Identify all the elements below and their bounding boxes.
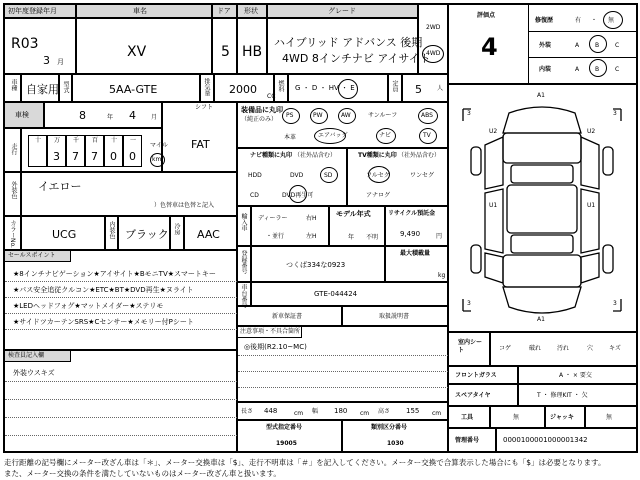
type-no-value: 19005 bbox=[276, 440, 297, 447]
manual-label: 取扱説明書 bbox=[379, 313, 410, 320]
mark-bl: 3 bbox=[467, 300, 471, 307]
mileage-digit-cell bbox=[85, 135, 104, 167]
car-type: 自家用 bbox=[26, 83, 59, 96]
mileage-digit: 0 bbox=[129, 150, 136, 163]
tv-fullseg: フルセグ bbox=[366, 172, 390, 179]
length-label: 長さ bbox=[241, 408, 254, 415]
color-no-label-cell bbox=[4, 216, 21, 250]
height-unit: cm bbox=[432, 410, 442, 417]
first-reg-label: 初年度登録年月 bbox=[8, 7, 57, 15]
exterior-cell bbox=[21, 172, 237, 216]
registration-label: 登録番号 bbox=[240, 250, 247, 274]
exterior-label-cell bbox=[4, 172, 21, 216]
drive-4wd: 4WD bbox=[426, 50, 441, 57]
chassis-value: GTE-044424 bbox=[314, 290, 358, 298]
mark-u1-left: U1 bbox=[489, 202, 498, 209]
door-cell bbox=[212, 18, 237, 74]
grade-label-cell bbox=[267, 4, 418, 18]
capacity-value: 5 bbox=[415, 83, 422, 96]
inspector-label-cell bbox=[5, 351, 71, 362]
jack-label: ジャッキ bbox=[550, 414, 574, 421]
management-label-cell bbox=[448, 428, 496, 452]
height-label: 高さ bbox=[378, 408, 391, 415]
repair-no: 無 bbox=[608, 17, 615, 24]
model-value: 5AA-GTE bbox=[109, 83, 158, 96]
mileage-label-cell bbox=[4, 128, 21, 172]
int-grade-c: C bbox=[615, 66, 620, 73]
ac-label-cell bbox=[170, 216, 184, 250]
equip-airbag: エアバッグ bbox=[318, 132, 348, 139]
manual-cell bbox=[342, 306, 448, 326]
displacement-label-cell bbox=[200, 74, 214, 102]
equip-aw: AW bbox=[341, 112, 351, 119]
fuel-cell bbox=[288, 74, 388, 102]
class-no-label: 類別区分番号 bbox=[371, 424, 408, 431]
interior-seat-cell bbox=[490, 332, 637, 366]
front-glass-label-cell bbox=[448, 366, 518, 384]
inspector-box bbox=[4, 350, 237, 452]
inspection-month-unit: 月 bbox=[151, 114, 158, 121]
equip-tv: TV bbox=[423, 132, 431, 139]
repair-dot: ・ bbox=[591, 17, 598, 24]
mark-a1-bottom: A1 bbox=[537, 316, 545, 323]
seat-yabure: 破れ bbox=[529, 345, 542, 352]
equip-abs: ABS bbox=[421, 112, 433, 119]
registration-label-cell bbox=[237, 246, 251, 282]
mileage-unit-label: 万 bbox=[54, 137, 61, 144]
interior-seat-label: 室内シート bbox=[458, 339, 483, 355]
registration-value: つくば334な0923 bbox=[286, 261, 346, 269]
inspection-year: 8 bbox=[79, 109, 86, 122]
front-glass-cell bbox=[518, 366, 637, 384]
spare-tire-label: スペアタイヤ bbox=[455, 392, 491, 399]
height-value: 155 bbox=[406, 407, 420, 415]
notes-text: ◎後期(R2.10~MC) bbox=[244, 343, 307, 351]
fuel-label: 燃料 bbox=[277, 80, 284, 92]
sales-line-2: ★パス安全追従クルコン★ETC★BT★DVD再生★ヌライト bbox=[13, 286, 194, 294]
notes-label-cell bbox=[238, 327, 302, 338]
equip-pw: PW bbox=[313, 112, 323, 119]
ext-grade-c: C bbox=[615, 42, 620, 49]
equipment-sub: （純正のみ） bbox=[241, 116, 278, 123]
ac-cell bbox=[184, 216, 237, 250]
rating-label: 評価点 bbox=[477, 12, 496, 19]
rating-score-cell bbox=[449, 5, 529, 85]
interior-seat-label-cell bbox=[448, 332, 490, 366]
type-no-cell bbox=[237, 420, 342, 452]
equip-ps: PS bbox=[286, 112, 294, 119]
import-parallel: ・並行 bbox=[266, 233, 285, 240]
notes-label: 注意事項・不具合箇所 bbox=[240, 328, 301, 335]
km-label: km bbox=[152, 156, 162, 163]
interior-color-label-cell bbox=[105, 216, 118, 250]
car-type-label-cell bbox=[4, 74, 21, 102]
mileage-digit: 7 bbox=[91, 150, 98, 163]
shift-value: FAT bbox=[191, 138, 210, 151]
management-value: 0000100001000001342 bbox=[503, 436, 588, 444]
sales-point-label-cell bbox=[5, 251, 71, 262]
length-unit: cm bbox=[294, 410, 304, 417]
warranty-label: 新車保証書 bbox=[272, 313, 303, 320]
capacity-label-cell bbox=[388, 74, 402, 102]
chassis-cell bbox=[251, 282, 448, 306]
cc-unit: CC bbox=[267, 93, 276, 100]
size-row bbox=[237, 402, 448, 420]
mileage-digit-cell bbox=[28, 135, 47, 167]
inspection-year-unit: 年 bbox=[107, 114, 114, 121]
ext-grade-a: A bbox=[575, 42, 580, 49]
mileage-digit: 3 bbox=[53, 150, 60, 163]
car-type-cell bbox=[21, 74, 59, 102]
recycle-label: リサイクル預託金 bbox=[388, 210, 436, 217]
displacement-cell bbox=[214, 74, 274, 102]
footer-line-1: 走行距離の記号欄にメーター改ざん車は「＊」、メーター交換車は「$」、走行不明車は「＃」を記入してください。メーター交換で合算表示した場合にも「$」は必要となります。 bbox=[4, 458, 606, 467]
model-year-value: 不明 bbox=[366, 234, 379, 241]
import-cell bbox=[251, 206, 329, 246]
width-unit: cm bbox=[360, 410, 370, 417]
chassis-label-cell bbox=[237, 282, 251, 306]
int-grade-b: B bbox=[595, 66, 600, 73]
inspector-label: 検査員記入欄 bbox=[8, 352, 45, 359]
first-reg-label-cell bbox=[4, 4, 76, 18]
equipment-box bbox=[237, 102, 448, 148]
class-no-value: 1030 bbox=[387, 440, 404, 447]
ac-value: AAC bbox=[197, 228, 220, 241]
mileage-digit-cell bbox=[123, 135, 142, 167]
shape-value: HB bbox=[242, 44, 263, 60]
import-right: 右H bbox=[306, 215, 317, 222]
mark-u2-left: U2 bbox=[489, 128, 498, 135]
grade-cell bbox=[267, 18, 431, 74]
recycle-unit: 円 bbox=[436, 233, 443, 240]
tools-label: 工具 bbox=[461, 414, 474, 421]
import-label-cell bbox=[237, 206, 251, 246]
car-name-label-cell bbox=[76, 4, 212, 18]
mileage-digit-cell bbox=[66, 135, 85, 167]
first-reg-cell bbox=[4, 18, 76, 74]
sales-point-box bbox=[4, 250, 237, 350]
model-label: 型式 bbox=[62, 81, 69, 93]
seat-yogore: 汚れ bbox=[557, 345, 570, 352]
mileage-unit-label: 千 bbox=[73, 137, 80, 144]
navi-dvd: DVD bbox=[290, 172, 304, 179]
front-glass-label: フロントガラス bbox=[455, 372, 497, 379]
mileage-unit-label: 一 bbox=[130, 137, 137, 144]
rating-box bbox=[448, 4, 637, 84]
tv-box bbox=[347, 148, 448, 206]
import-dealer: ディーラー bbox=[258, 215, 288, 222]
spare-tire-value: T ・ 修理KIT ・ 欠 bbox=[537, 392, 588, 399]
rating-value: 4 bbox=[481, 33, 498, 61]
mileage-cell bbox=[21, 128, 168, 172]
color-no: UCG bbox=[52, 228, 77, 241]
interior-color-cell bbox=[118, 216, 170, 250]
mileage-unit-label: 百 bbox=[92, 137, 99, 144]
spare-tire-label-cell bbox=[448, 384, 518, 406]
shape-cell bbox=[237, 18, 267, 74]
drive-2wd: 2WD bbox=[426, 24, 441, 31]
type-no-label: 型式指定番号 bbox=[266, 424, 303, 431]
mileage-label: 走行 bbox=[10, 143, 17, 155]
management-cell bbox=[496, 428, 637, 452]
tv-oneseg: ワンセグ bbox=[410, 172, 435, 179]
recycle-cell bbox=[385, 206, 448, 246]
displacement-label: 排気量 bbox=[203, 78, 210, 96]
model-year-unit: 年 bbox=[348, 234, 355, 241]
management-label: 管理番号 bbox=[455, 437, 480, 444]
door-label: ドア bbox=[217, 7, 231, 15]
tools-value: 無 bbox=[513, 414, 520, 421]
mileage-digit: 0 bbox=[110, 150, 117, 163]
length-value: 448 bbox=[264, 407, 278, 415]
equip-navi: ナビ bbox=[379, 132, 392, 139]
equip-sunroof: サンルーフ bbox=[368, 112, 398, 119]
seat-koge: コゲ bbox=[499, 345, 512, 352]
model-year-cell bbox=[329, 206, 385, 246]
max-load-unit: kg bbox=[438, 272, 446, 279]
tools-cell bbox=[490, 406, 545, 428]
car-type-label: 車種 bbox=[10, 79, 17, 91]
interior-color-label: 内装色 bbox=[108, 221, 115, 239]
navi-box bbox=[237, 148, 347, 206]
equip-leather: 本革 bbox=[284, 134, 297, 141]
mark-tr: 3 bbox=[613, 110, 617, 117]
shift-label: シフト bbox=[195, 104, 214, 111]
max-load-cell bbox=[385, 246, 448, 282]
first-reg-month-unit: 月 bbox=[57, 58, 64, 66]
mileage-unit-label: 十 bbox=[111, 137, 118, 144]
shape-label-cell bbox=[237, 4, 267, 18]
damage-diagram-box bbox=[448, 84, 637, 332]
mark-u2-right: U2 bbox=[587, 128, 596, 135]
grade-label: グレード bbox=[328, 7, 356, 15]
int-grade-a: A bbox=[575, 66, 580, 73]
recycle-value: 9,490 bbox=[400, 230, 421, 238]
model-year-label: モデル年式 bbox=[336, 210, 371, 218]
first-reg-month: 3 bbox=[43, 54, 50, 67]
exterior-label: 外装色 bbox=[10, 181, 17, 199]
inspection-cell bbox=[44, 102, 162, 128]
shape-label: 形状 bbox=[244, 7, 258, 15]
warranty-cell bbox=[237, 306, 342, 326]
seat-ana: 穴 bbox=[587, 345, 594, 352]
fuel-hv-circle bbox=[338, 79, 358, 99]
mark-br: 3 bbox=[613, 300, 617, 307]
jack-cell bbox=[585, 406, 637, 428]
shift-cell bbox=[162, 102, 237, 172]
mileage-digit-cell bbox=[47, 135, 66, 167]
import-label: 輸入車 bbox=[240, 213, 247, 231]
registration-cell bbox=[251, 246, 385, 282]
color-no-label: カラーNo. bbox=[9, 220, 16, 248]
sales-line-1: ★8インチナビゲーション★アイサイト★BモニTV★スマートキー bbox=[13, 270, 216, 278]
model-cell bbox=[72, 74, 200, 102]
front-glass-value: A ・ × 要交 bbox=[559, 372, 592, 379]
capacity-unit: 人 bbox=[437, 85, 444, 92]
doors-value: 5 bbox=[221, 44, 230, 60]
mark-tl: 3 bbox=[467, 110, 471, 117]
inspection-month: 4 bbox=[129, 109, 136, 122]
inspector-text: 外装ウスキズ bbox=[13, 369, 55, 377]
chassis-label: 車台番号 bbox=[240, 284, 247, 308]
jack-value: 無 bbox=[606, 414, 613, 421]
class-no-cell bbox=[342, 420, 448, 452]
navi-hdd: HDD bbox=[248, 172, 262, 179]
exterior-color: イエロー bbox=[38, 180, 82, 193]
tv-sub: （社外品含む） bbox=[398, 152, 441, 159]
door-label-cell bbox=[212, 4, 237, 18]
mark-u1-right: U1 bbox=[587, 202, 596, 209]
navi-sd: SD bbox=[324, 172, 333, 179]
first-reg-era: R03 bbox=[11, 36, 39, 52]
inspection-label: 車検 bbox=[15, 111, 29, 119]
width-label: 幅 bbox=[312, 408, 319, 415]
mark-a1-top: A1 bbox=[537, 92, 545, 99]
navi-cd: CD bbox=[250, 192, 259, 199]
car-diagram bbox=[449, 85, 636, 331]
ext-grade-b: B bbox=[595, 42, 600, 49]
mileage-digit: 7 bbox=[72, 150, 79, 163]
car-name-label: 車名 bbox=[133, 7, 147, 15]
inspection-label-cell bbox=[4, 102, 44, 128]
mileage-unit-label: 十 bbox=[35, 137, 42, 144]
seat-kizu: キズ bbox=[609, 345, 621, 352]
repair-yes: 有 bbox=[575, 17, 582, 24]
navi-title: ナビ種類に丸印 bbox=[250, 152, 293, 159]
grade-line1: ハイブリッド アドバンス 後期 bbox=[274, 36, 423, 49]
jack-label-cell bbox=[545, 406, 585, 428]
mile-label: マイル bbox=[150, 142, 168, 149]
width-value: 180 bbox=[334, 407, 348, 415]
sales-line-3: ★LEDヘッドフォグ★マットメイダー★ステリモ bbox=[13, 302, 164, 310]
fuel-label-cell bbox=[274, 74, 288, 102]
interior-color: ブラック bbox=[125, 228, 169, 241]
tv-title: TV種類に丸印 bbox=[358, 152, 397, 159]
navi-dvd-play: DVD再生可 bbox=[282, 192, 314, 199]
model-label-cell bbox=[59, 74, 72, 102]
tools-label-cell bbox=[448, 406, 490, 428]
interior-grade-label: 内装 bbox=[539, 66, 552, 73]
max-load-label: 最大積載量 bbox=[400, 250, 431, 257]
footer-line-2: また、メーター交換の条件を満たしていないものはメーター改ざん車と扱います。 bbox=[4, 469, 281, 478]
navi-sub: （社外品含む） bbox=[294, 152, 337, 159]
repair-label: 修復歴 bbox=[535, 17, 554, 24]
car-name: XV bbox=[127, 44, 147, 60]
color-no-cell bbox=[21, 216, 105, 250]
ac-label: 冷房 bbox=[173, 223, 180, 235]
capacity-label: 定員 bbox=[391, 80, 398, 92]
grade-line2: 4WD 8インチナビ アイサイト bbox=[282, 52, 431, 65]
car-name-cell bbox=[76, 18, 212, 74]
exterior-grade-label: 外装 bbox=[539, 42, 552, 49]
fuel-options: G ・ D ・ HV ・ E bbox=[295, 84, 355, 92]
sales-line-4: ★サイドツカーテンSRS★Cセンサー★メモリー付Pシート bbox=[13, 318, 194, 326]
displacement-value: 2000 bbox=[229, 83, 257, 96]
equipment-title: 装備品に丸印 bbox=[241, 106, 283, 114]
tv-analog: アナログ bbox=[366, 192, 391, 199]
import-left: 左H bbox=[306, 233, 317, 240]
notes-box bbox=[237, 326, 448, 402]
spare-tire-cell bbox=[518, 384, 637, 406]
exterior-note: ）色替車は色替と記入 bbox=[154, 202, 215, 209]
mileage-digit-cell bbox=[104, 135, 123, 167]
sales-point-label: セールスポイント bbox=[8, 252, 56, 259]
capacity-cell bbox=[402, 74, 448, 102]
auction-sheet bbox=[3, 3, 638, 453]
